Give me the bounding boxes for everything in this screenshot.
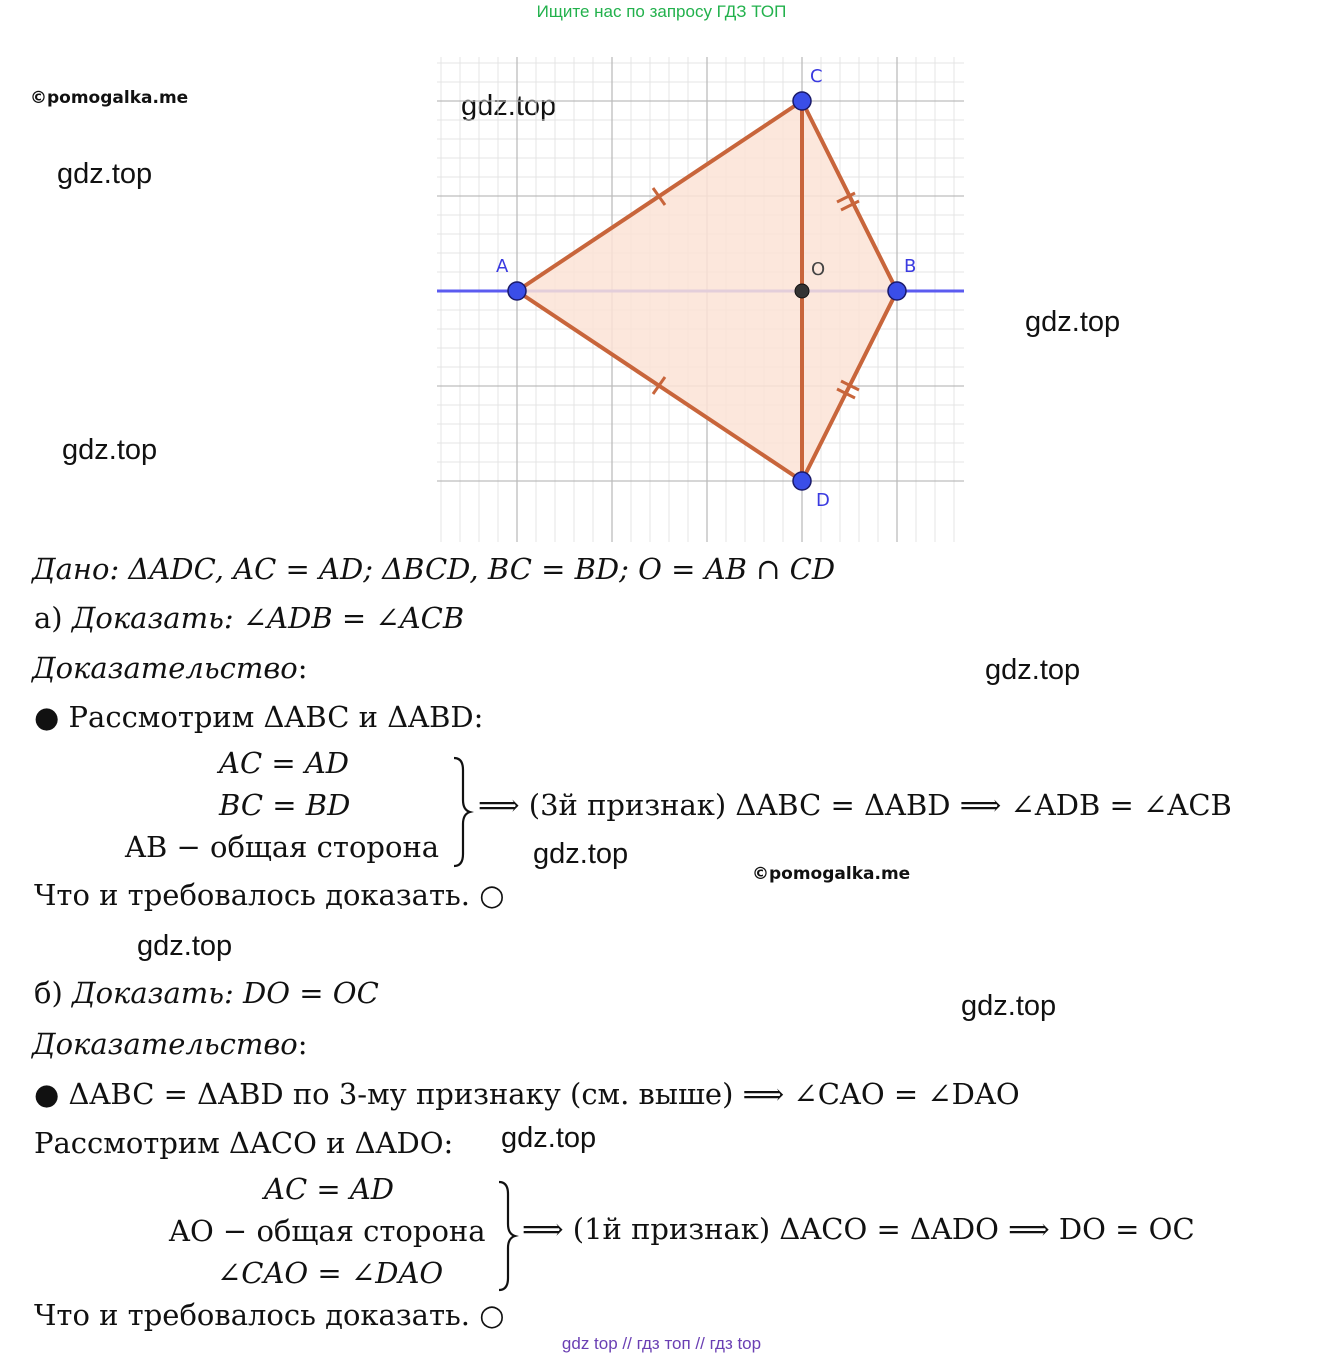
part-a-task	[34, 601, 464, 635]
copyright-watermark: ©pomogalka.me	[30, 88, 189, 108]
part-a-task-label: Доказать	[71, 601, 224, 635]
part-a-prefix: а)	[34, 601, 72, 635]
proof-colon: :	[297, 1027, 308, 1061]
part-b-task-label: Доказать	[72, 976, 225, 1010]
part-a-sys-3: AB − общая сторона	[125, 830, 440, 864]
proof-label: Доказательство	[32, 651, 298, 685]
part-a-sys-2: BC = BD	[219, 788, 351, 822]
given-line	[32, 552, 835, 586]
label-a: A	[496, 256, 509, 277]
site-watermark: gdz.top	[501, 1122, 597, 1154]
given-text: : ΔADC, AC = AD; ΔBCD, BC = BD; O = AB ∩ CD	[109, 552, 836, 586]
footer-links: gdz top // гдз топ // гдз top	[561, 1334, 762, 1353]
geometry-figure	[437, 57, 964, 542]
point-o	[795, 284, 809, 298]
part-b-consider: Рассмотрим ΔACO и ΔADO:	[34, 1126, 454, 1160]
part-b-bullet: ● ΔABC = ΔABD по 3-му признаку (см. выше) ⟹ ∠CAO = ∠DAO	[34, 1077, 1020, 1111]
part-a-qed: Что и требовалось доказать. ○	[34, 878, 505, 912]
proof-label: Доказательство	[32, 1027, 298, 1061]
given-label: Дано	[32, 552, 110, 586]
point-c	[793, 92, 811, 110]
part-a-consider: ● Рассмотрим ΔABC и ΔABD:	[34, 700, 484, 734]
site-watermark: gdz.top	[961, 990, 1057, 1022]
part-b-task-text: : DO = OC	[224, 976, 379, 1010]
site-watermark: gdz.top	[57, 158, 153, 190]
part-b-sys-3: ∠CAO = ∠DAO	[217, 1256, 444, 1290]
part-b-sys-1: AC = AD	[264, 1172, 395, 1206]
label-b: B	[904, 256, 917, 277]
part-b-conclusion: ⟹ (1й признак) ΔACO = ΔADO ⟹ DO = OC	[522, 1212, 1195, 1246]
part-b-brace	[495, 1180, 519, 1292]
site-watermark: gdz.top	[461, 90, 557, 122]
proof-colon: :	[297, 651, 308, 685]
point-a	[508, 282, 526, 300]
site-watermark: gdz.top	[62, 434, 158, 466]
part-b-task	[34, 976, 379, 1010]
label-o: O	[811, 259, 826, 280]
part-b-qed: Что и требовалось доказать. ○	[34, 1298, 505, 1332]
part-b-proof-heading	[32, 1027, 308, 1061]
site-watermark: gdz.top	[533, 838, 629, 870]
label-d: D	[816, 490, 830, 511]
part-a-conclusion: ⟹ (3й признак) ΔABC = ΔABD ⟹ ∠ADB = ∠ACB	[478, 788, 1232, 822]
site-watermark: gdz.top	[137, 930, 233, 962]
site-watermark: gdz.top	[1025, 306, 1121, 338]
part-b-prefix: б)	[34, 976, 72, 1010]
part-a-task-text: : ∠ADB = ∠ACB	[223, 601, 465, 635]
site-watermark: gdz.top	[985, 654, 1081, 686]
part-a-sys-1: AC = AD	[219, 746, 350, 780]
part-a-proof-heading	[32, 651, 308, 685]
point-d	[793, 472, 811, 490]
point-b	[888, 282, 906, 300]
part-a-brace	[450, 756, 474, 868]
top-banner: Ищите нас по запросу ГДЗ ТОП	[536, 2, 787, 21]
part-b-sys-2: AO − общая сторона	[169, 1214, 486, 1248]
label-c: C	[810, 66, 823, 87]
copyright-watermark: ©pomogalka.me	[752, 864, 911, 884]
